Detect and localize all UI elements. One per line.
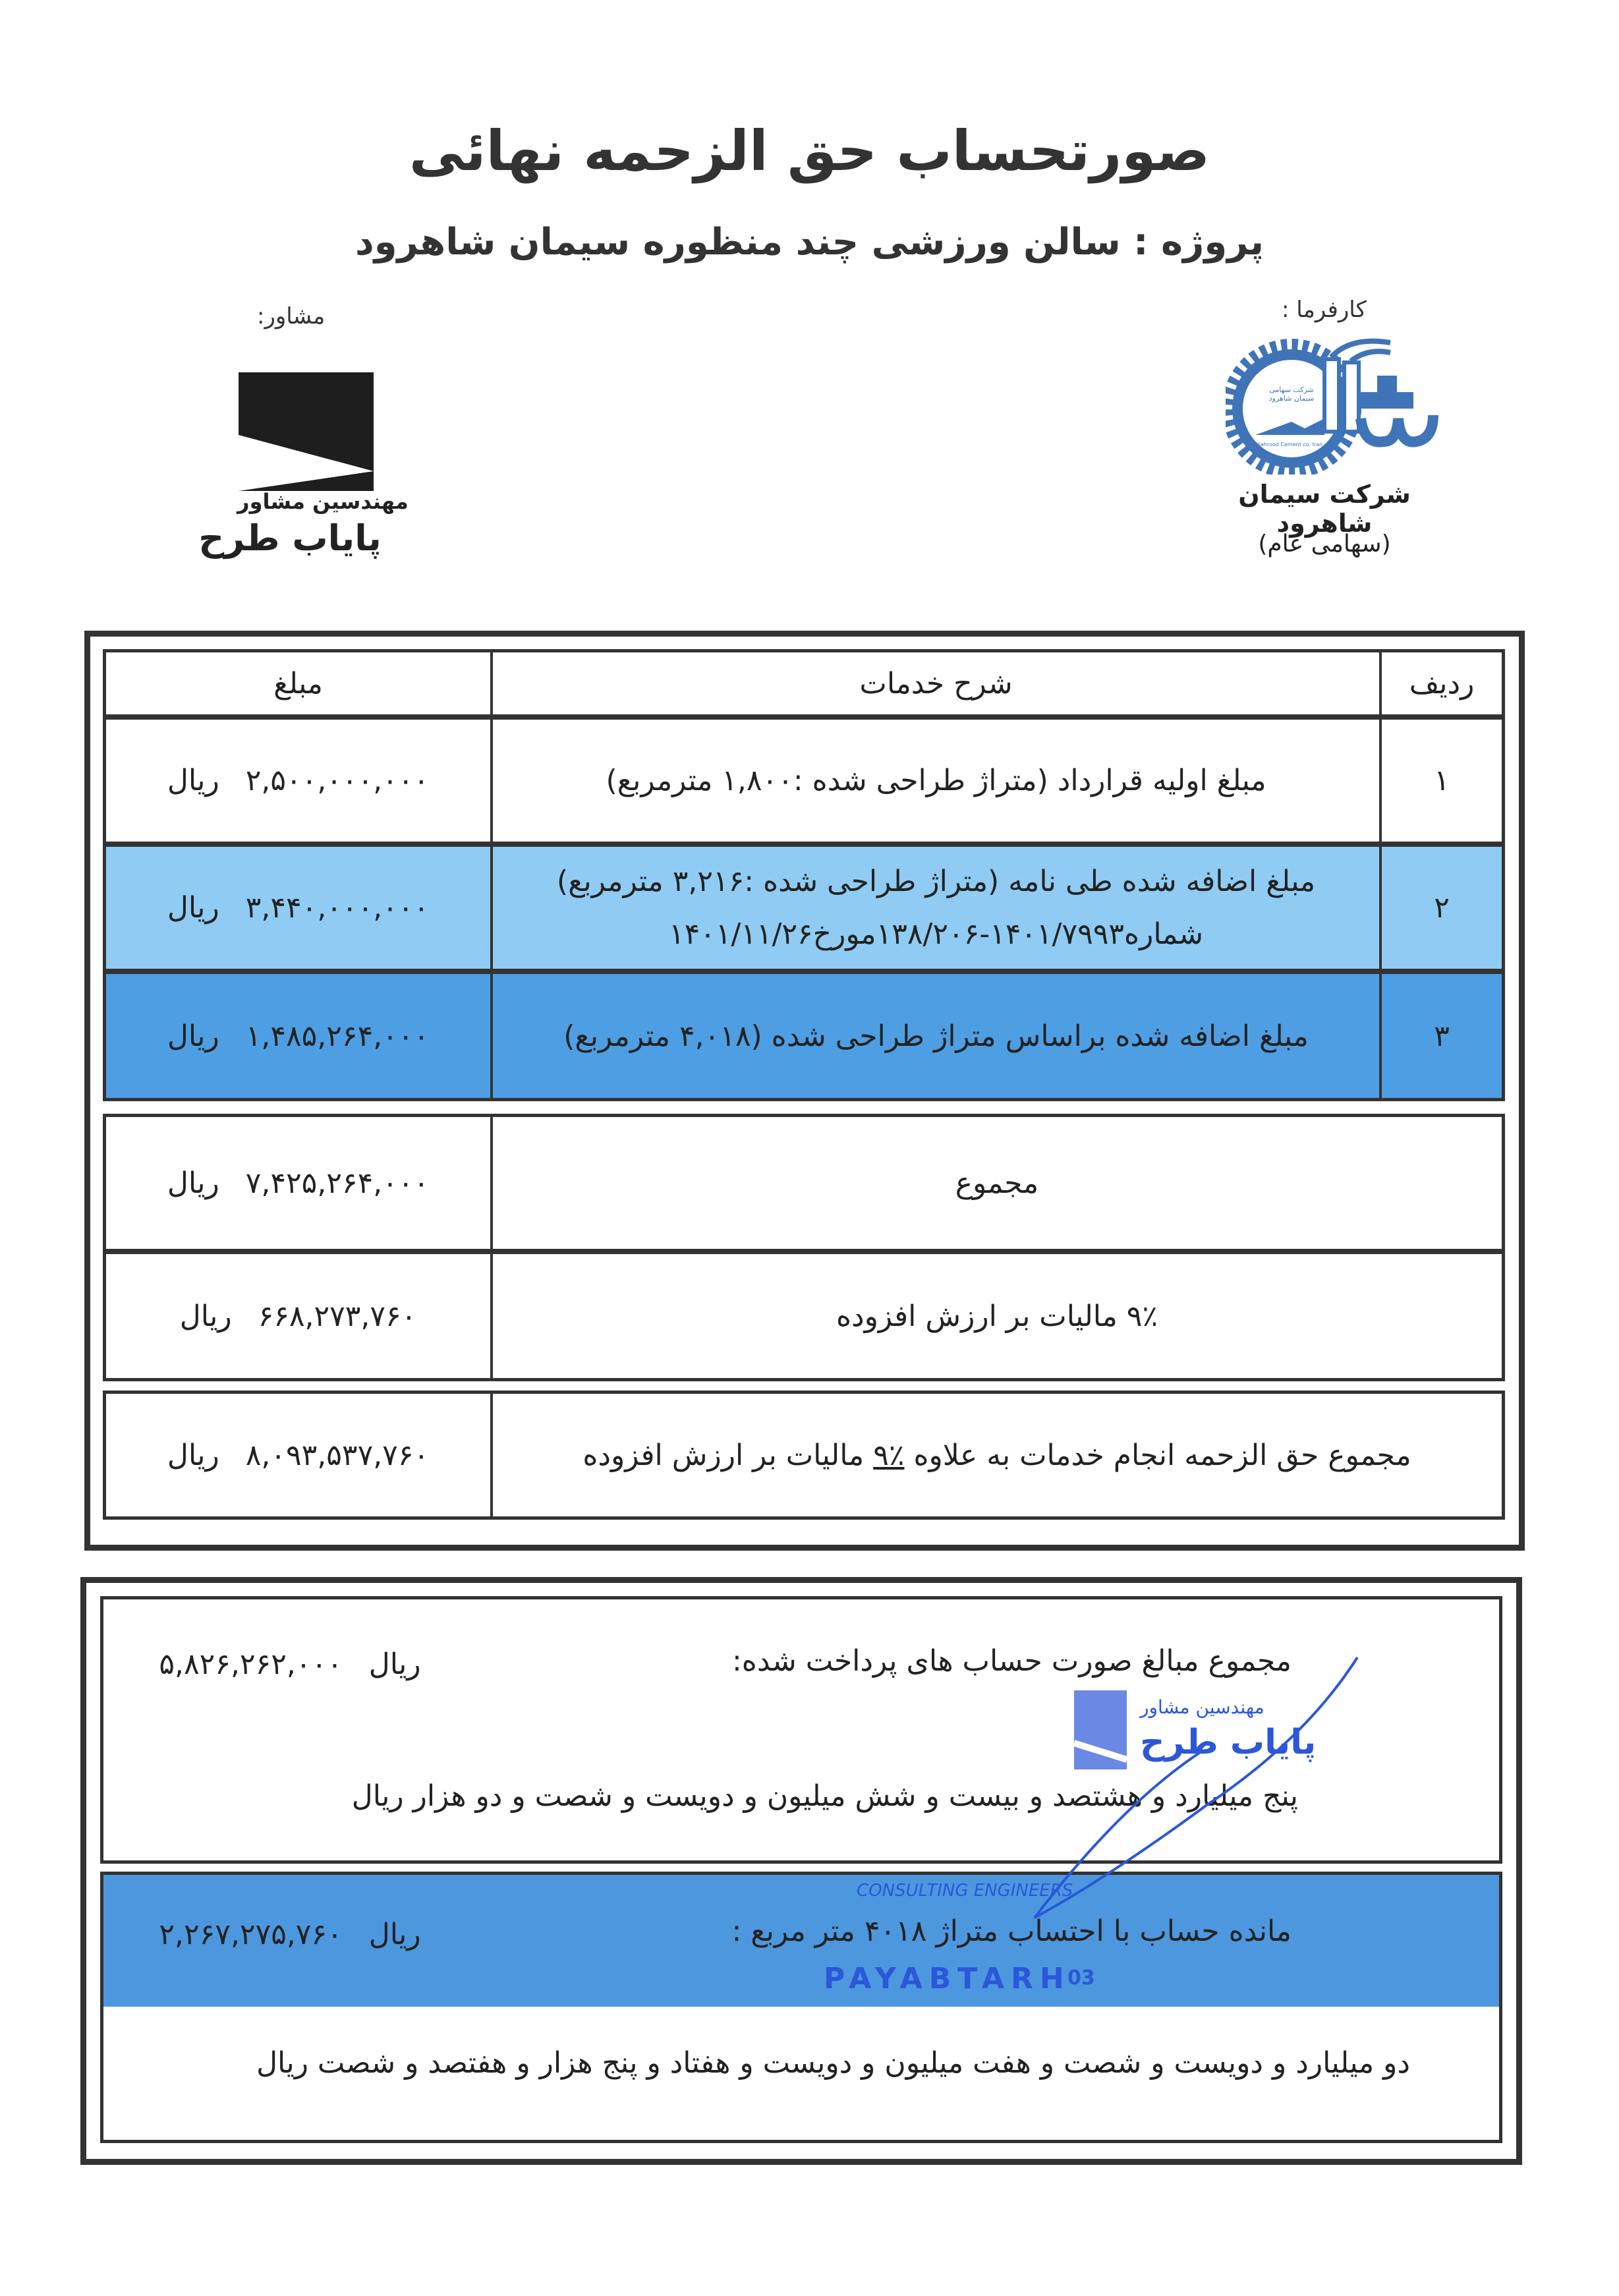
row-3-description: مبلغ اضافه شده براساس متراژ طراحی شده (۴,۰۱۸ مترمربع)	[563, 1019, 1309, 1053]
vat-amount-value: ۶۶۸,۲۷۳,۷۶۰	[258, 1299, 417, 1333]
remaining-label: مانده حساب با احتساب متراژ ۴۰۱۸ متر مربع :	[731, 1914, 1292, 1948]
stamp-name-en: PAYABTARH	[824, 1962, 1071, 1995]
row-1-amount-value: ۲,۵۰۰,۰۰۰,۰۰۰	[245, 764, 430, 797]
sum-amount	[106, 1117, 490, 1249]
row-1-description: مبلغ اولیه قرارداد (متراژ طراحی شده :۱,۸۰۰ مترمربع)	[606, 764, 1266, 797]
consultant-logo-caption: مهندسین مشاور	[237, 489, 409, 514]
row-3-currency: ریال	[167, 1019, 219, 1053]
sum-amount-value: ۷,۴۲۵,۲۶۴,۰۰۰	[245, 1166, 430, 1200]
total-label	[493, 1394, 1501, 1516]
client-logo-text: شرکت سهامی سیمان شاهرود	[1268, 386, 1315, 403]
stamp-subtitle: CONSULTING ENGINEERS	[857, 1881, 1073, 1901]
row-3-no: ۳	[1434, 1019, 1450, 1053]
row-2-currency: ریال	[167, 891, 219, 925]
paid-amount	[125, 1648, 455, 1681]
row-2-no: ۲	[1434, 891, 1450, 925]
client-type: (سهامی عام)	[1258, 531, 1391, 558]
stamp-caption: مهندسین مشاور	[1140, 1696, 1264, 1718]
client-label: کارفرما :	[1282, 297, 1367, 323]
total-currency: ریال	[167, 1438, 219, 1472]
sum-label: مجموع	[955, 1166, 1039, 1200]
row-2-amount-value: ۳,۴۴۰,۰۰۰,۰۰۰	[245, 891, 430, 925]
row-2-description	[493, 847, 1379, 969]
client-name: شرکت سیمان شاهرود	[1238, 480, 1411, 538]
remaining-words: دو میلیارد و دویست و شصت و هفت میلیون و دویست و هفتاد و پنج هزار و هفتصد و شصت ریال	[256, 2046, 1410, 2080]
remaining-amount-value: ۲,۲۶۷,۲۷۵,۷۶۰	[159, 1918, 343, 1951]
sum-currency: ریال	[167, 1166, 219, 1200]
client-logo-text-en: Shahrood Cement co. Iran	[1253, 442, 1323, 447]
consultant-logo-mark	[239, 372, 383, 491]
consultant-label: مشاور:	[257, 303, 326, 330]
stamp-name: پایاب طرح	[1140, 1723, 1317, 1762]
row-2-amount	[106, 847, 490, 969]
consultant-logo-name: پایاب طرح	[198, 517, 382, 559]
remaining-amount	[125, 1918, 455, 1951]
paid-amount-value: ۵,۸۲۶,۲۶۲,۰۰۰	[159, 1648, 343, 1681]
paid-label: مجموع مبالغ صورت حساب های پرداخت شده:	[731, 1644, 1292, 1678]
client-logo-mark	[1226, 336, 1443, 474]
total-amount	[106, 1394, 490, 1516]
stamp-code: 03	[1067, 1966, 1095, 1990]
header-row-no: ردیف	[1409, 666, 1475, 701]
vat-currency: ریال	[179, 1299, 232, 1333]
total-label-pre: مجموع حق الزحمه انجام خدمات به علاوه	[913, 1438, 1411, 1472]
project-title: پروژه : سالن ورزشی چند منظوره سیمان شاهرود	[355, 221, 1264, 264]
client-logo	[1226, 336, 1443, 474]
row-1-amount	[106, 720, 490, 842]
paid-words: پنج میلیارد و هشتصد و بیست و شش میلیون و دویست و شصت و دو هزار ریال	[351, 1779, 1298, 1813]
header-description: شرح خدمات	[859, 666, 1013, 701]
row-3-amount	[106, 974, 490, 1098]
remaining-currency: ریال	[368, 1918, 421, 1951]
total-amount-value: ۸,۰۹۳,۵۳۷,۷۶۰	[245, 1438, 430, 1472]
row-3-amount-value: ۱,۴۸۵,۲۶۴,۰۰۰	[245, 1019, 430, 1053]
row-1-currency: ریال	[167, 764, 219, 797]
header-amount: مبلغ	[273, 666, 323, 701]
page-title: صورتحساب حق الزحمه نهائی	[409, 119, 1210, 183]
paid-currency: ریال	[368, 1648, 421, 1681]
total-label-post: مالیات بر ارزش افزوده	[582, 1438, 865, 1472]
row-2-description-line1: مبلغ اضافه شده طی نامه (متراژ طراحی شده :۳,۲۱۶ مترمربع)	[556, 865, 1316, 899]
row-1-no: ۱	[1434, 764, 1450, 797]
total-label-pct: ۹٪	[873, 1438, 905, 1472]
row-2-description-line2: شماره۱۴۰۱/۷۹۹۳-۱۳۸/۲۰۶مورخ۱۴۰۱/۱۱/۲۶	[668, 917, 1204, 951]
consultant-logo	[198, 369, 435, 567]
vat-label: ۹٪ مالیات بر ارزش افزوده	[836, 1299, 1158, 1333]
vat-amount	[106, 1254, 490, 1378]
